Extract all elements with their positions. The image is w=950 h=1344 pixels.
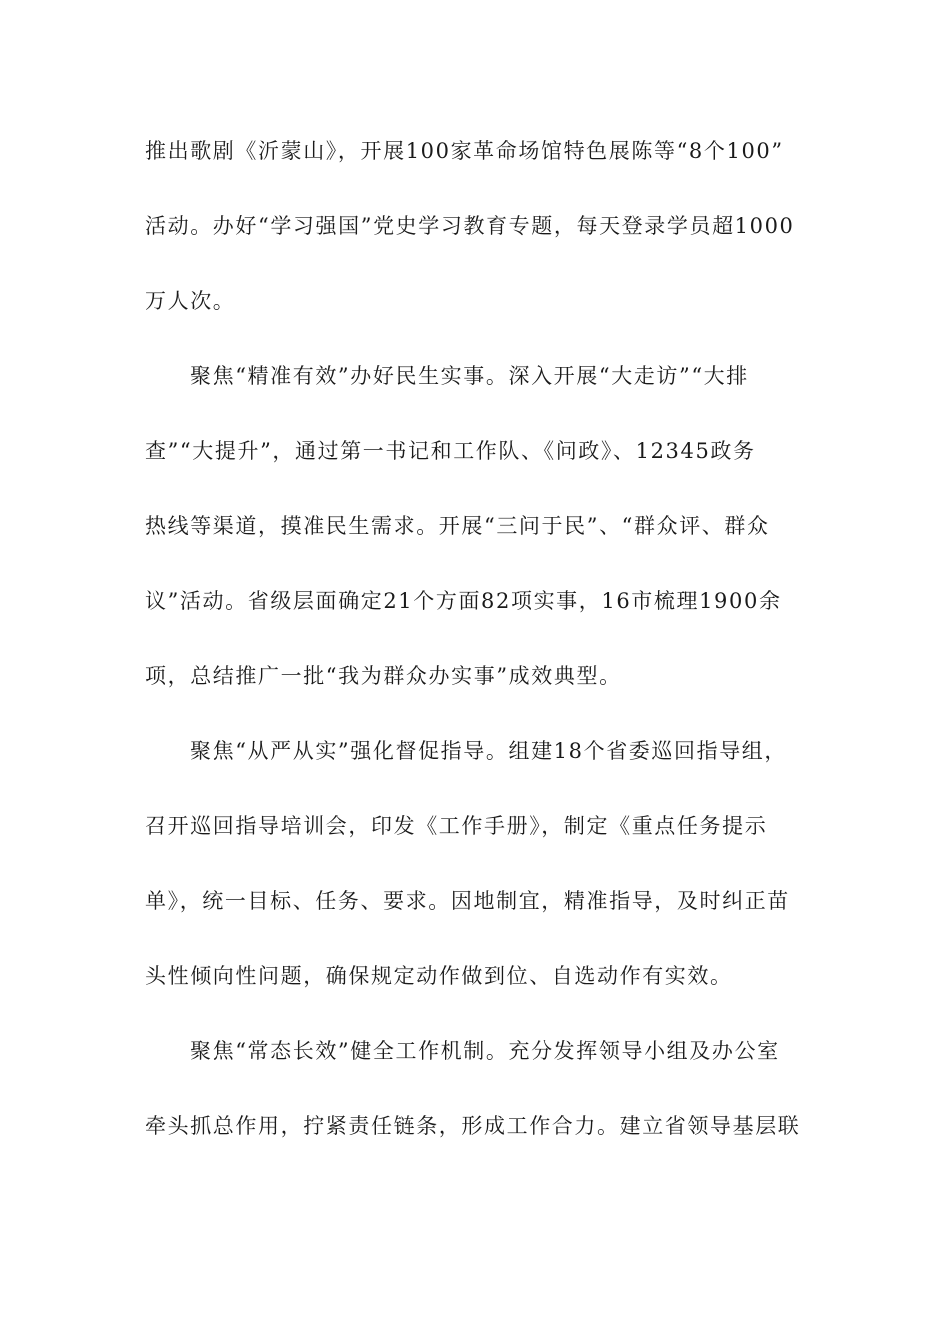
text-line: 牵头抓总作用，拧紧责任链条，形成工作合力。建立省领导基层联	[145, 1114, 801, 1138]
text-line: 推出歌剧《沂蒙山》，开展100家革命场馆特色展陈等“8个100”	[145, 139, 784, 163]
paragraph-first-line: 聚焦“精准有效”办好民生实事。深入开展“大走访”“大排	[190, 364, 749, 388]
text-line: 召开巡回指导培训会，印发《工作手册》，制定《重点任务提示	[145, 814, 768, 838]
text-line: 议”活动。省级层面确定21个方面82项实事，16市梳理1900余	[145, 589, 782, 613]
text-line: 活动。办好“学习强国”党史学习教育专题，每天登录学员超1000	[145, 214, 795, 238]
text-line: 查”“大提升”，通过第一书记和工作队、《问政》、12345政务	[145, 439, 756, 463]
text-line: 单》，统一目标、任务、要求。因地制宜，精准指导，及时纠正苗	[145, 889, 790, 913]
text-line: 头性倾向性问题，确保规定动作做到位、自选动作有实效。	[145, 964, 733, 988]
text-line: 项，总结推广一批“我为群众办实事”成效典型。	[145, 664, 622, 688]
paragraph-first-line: 聚焦“从严从实”强化督促指导。组建18个省委巡回指导组，	[190, 739, 787, 763]
paragraph-first-line: 聚焦“常态长效”健全工作机制。充分发挥领导小组及办公室	[190, 1039, 780, 1063]
text-line: 热线等渠道，摸准民生需求。开展“三问于民”、“群众评、群众	[145, 514, 770, 538]
text-line: 万人次。	[145, 289, 236, 313]
